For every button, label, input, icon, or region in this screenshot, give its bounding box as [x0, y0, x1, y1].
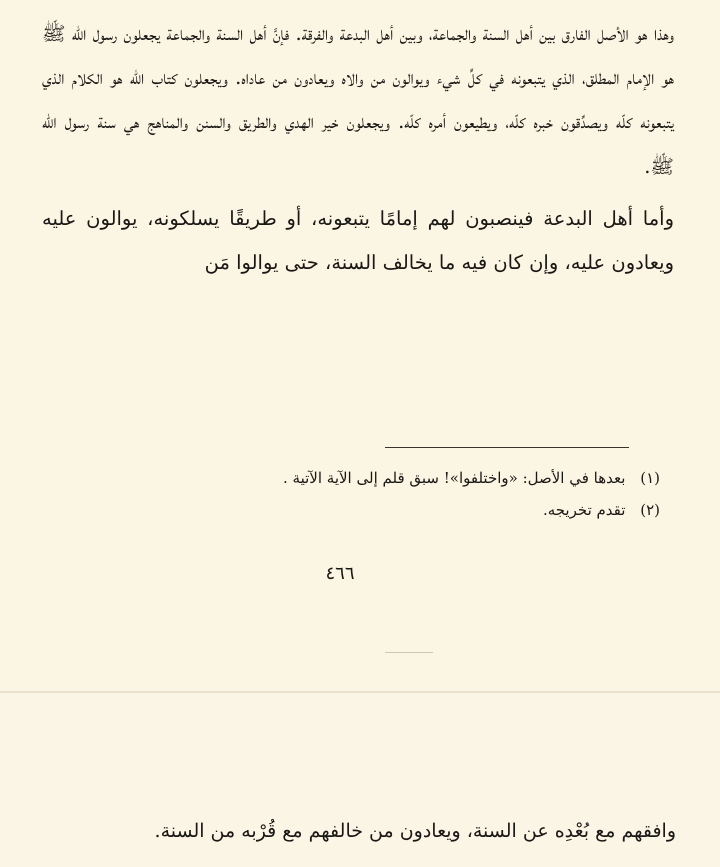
footnote-number: (١) [640, 469, 660, 487]
scan-mark [385, 652, 433, 653]
paragraph-1: وهذا هو الأصل الفارق بين أهل السنة والجماعة، وبين أهل البدعة والفرقة. فإنَّ أهل السنة والجماعة يجعلون رسول الله ﷺ هو الإمام المطلق، الذي يتبعونه في كلِّ شيء ويوالون من والاه ويعادون من عاداه. ويجعلون كتاب الله هو الكلام الذي يتبعونه كلّه ويصدِّقون خبره كلّه، ويطيعون أمره كلّه. ويجعلون خير الهدي والطريق والسنن والمناهج هي سنة رسول الله ﷺ. [42, 22, 674, 178]
main-text [42, 12, 674, 285]
footnote-number: (٢) [640, 501, 660, 519]
footnote-separator [385, 447, 629, 448]
paragraph-2: وأما أهل البدعة فينصبون لهم إمامًا يتبعونه، أو طريقًا يسلكونه، يوالون عليه ويعادون عليه، وإن كان فيه ما يخالف السنة، حتى يوالوا مَن [42, 206, 674, 275]
footnotes [160, 462, 660, 526]
footnote-text: بعدها في الأصل: «واختلفوا»! سبق قلم إلى الآية الآتية . [283, 469, 626, 487]
footnote-text: تقدم تخريجه. [542, 501, 626, 519]
footnote-1 [160, 462, 660, 494]
next-page-first-line: وافقهم مع بُعْدِه عن السنة، ويعادون من خالفهم مع قُرْبه من السنة. [154, 820, 676, 842]
page-number: ٤٦٦ [325, 563, 355, 584]
footnote-2 [160, 494, 660, 526]
